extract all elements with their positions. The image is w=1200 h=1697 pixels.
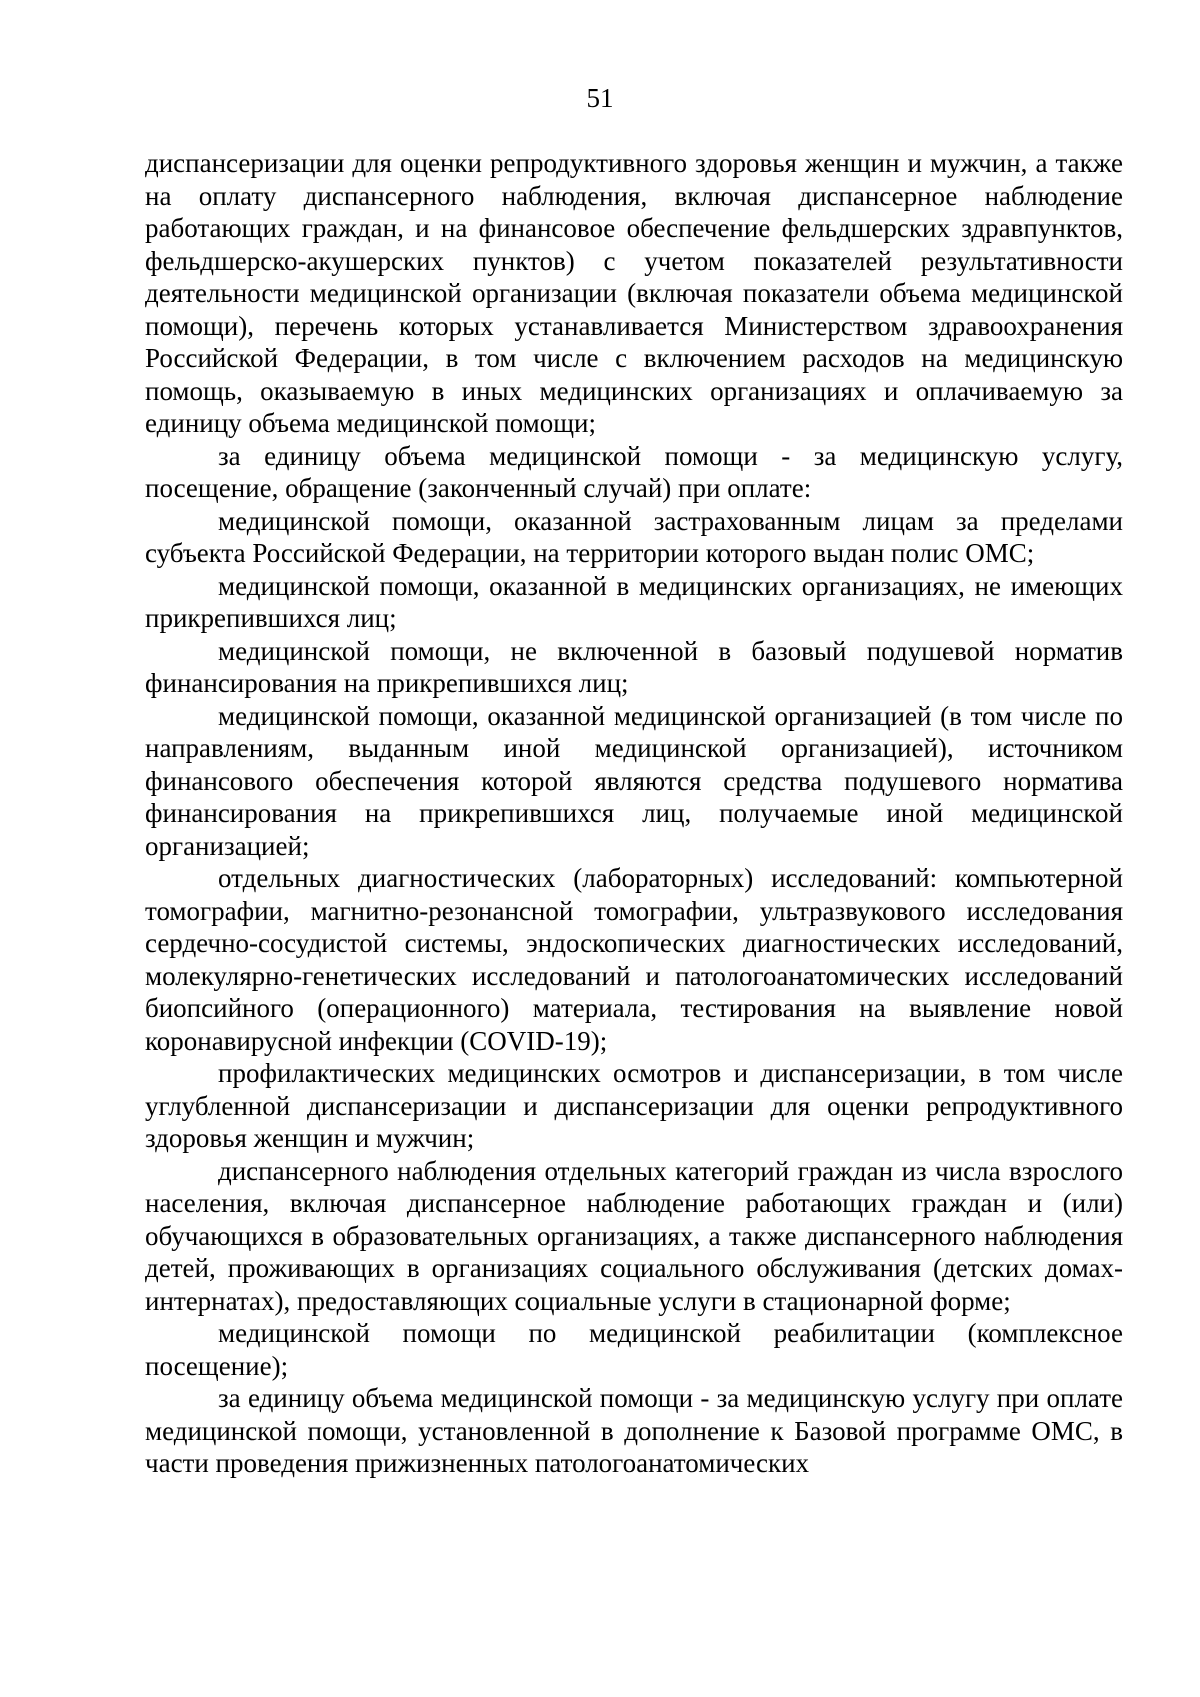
paragraph: медицинской помощи, не включенной в базовый подушевой норматив финансирования на прикрепившихся лиц; (145, 635, 1123, 698)
paragraph: медицинской помощи, оказанной застрахованным лицам за пределами субъекта Российской Федерации, на территории которого выдан полис ОМС; (145, 505, 1123, 568)
paragraph: за единицу объема медицинской помощи - за медицинскую услугу, посещение, обращение (законченный случай) при оплате: (145, 440, 1123, 503)
paragraph: медицинской помощи по медицинской реабилитации (комплексное посещение); (145, 1318, 1123, 1381)
paragraph: профилактических медицинских осмотров и диспансеризации, в том числе углубленной диспансеризации и диспансеризации для оценки репродуктивного здоровья женщин и мужчин; (145, 1058, 1123, 1153)
paragraph: диспансерного наблюдения отдельных категорий граждан из числа взрослого населения, включая диспансерное наблюдение работающих граждан и (или) обучающихся в образовательных организациях, а также диспансерного наблюдения детей, проживающих в организациях социального обслуживания (детских домах-интернатах), предоставляющих социальные услуги в стационарной форме; (145, 1155, 1123, 1316)
paragraph: отдельных диагностических (лабораторных) исследований: компьютерной томографии, магнитно-резонансной томографии, ультразвукового исследования сердечно-сосудистой системы, эндоскопических диагностических исследований, молекулярно-генетических исследований и патологоанатомических исследований биопсийного (операционного) материала, тестирования на выявление новой коронавирусной инфекции (COVID-19); (145, 863, 1123, 1056)
paragraph: за единицу объема медицинской помощи - за медицинскую услугу при оплате медицинской помощи, установленной в дополнение к Базовой программе ОМС, в части проведения прижизненных патологоанатомических (145, 1383, 1123, 1478)
document-body (145, 147, 1123, 1480)
paragraph: диспансеризации для оценки репродуктивного здоровья женщин и мужчин, а также на оплату диспансерного наблюдения, включая диспансерное наблюдение работающих граждан, и на финансовое обеспечение фельдшерских здравпунктов, фельдшерско-акушерских пунктов) с учетом показателей результативности деятельности медицинской организации (включая показатели объема медицинской помощи), перечень которых устанавливается Министерством здравоохранения Российской Федерации, в том числе с включением расходов на медицинскую помощь, оказываемую в иных медицинских организациях и оплачиваемую за единицу объема медицинской помощи; (145, 148, 1123, 438)
page-number: 51 (586, 83, 614, 113)
paragraph: медицинской помощи, оказанной в медицинских организациях, не имеющих прикрепившихся лиц; (145, 570, 1123, 633)
paragraph: медицинской помощи, оказанной медицинской организацией (в том числе по направлениям, выданным иной медицинской организацией), источником финансового обеспечения которой являются средства подушевого норматива финансирования на прикрепившихся лиц, получаемые иной медицинской организацией; (145, 700, 1123, 861)
